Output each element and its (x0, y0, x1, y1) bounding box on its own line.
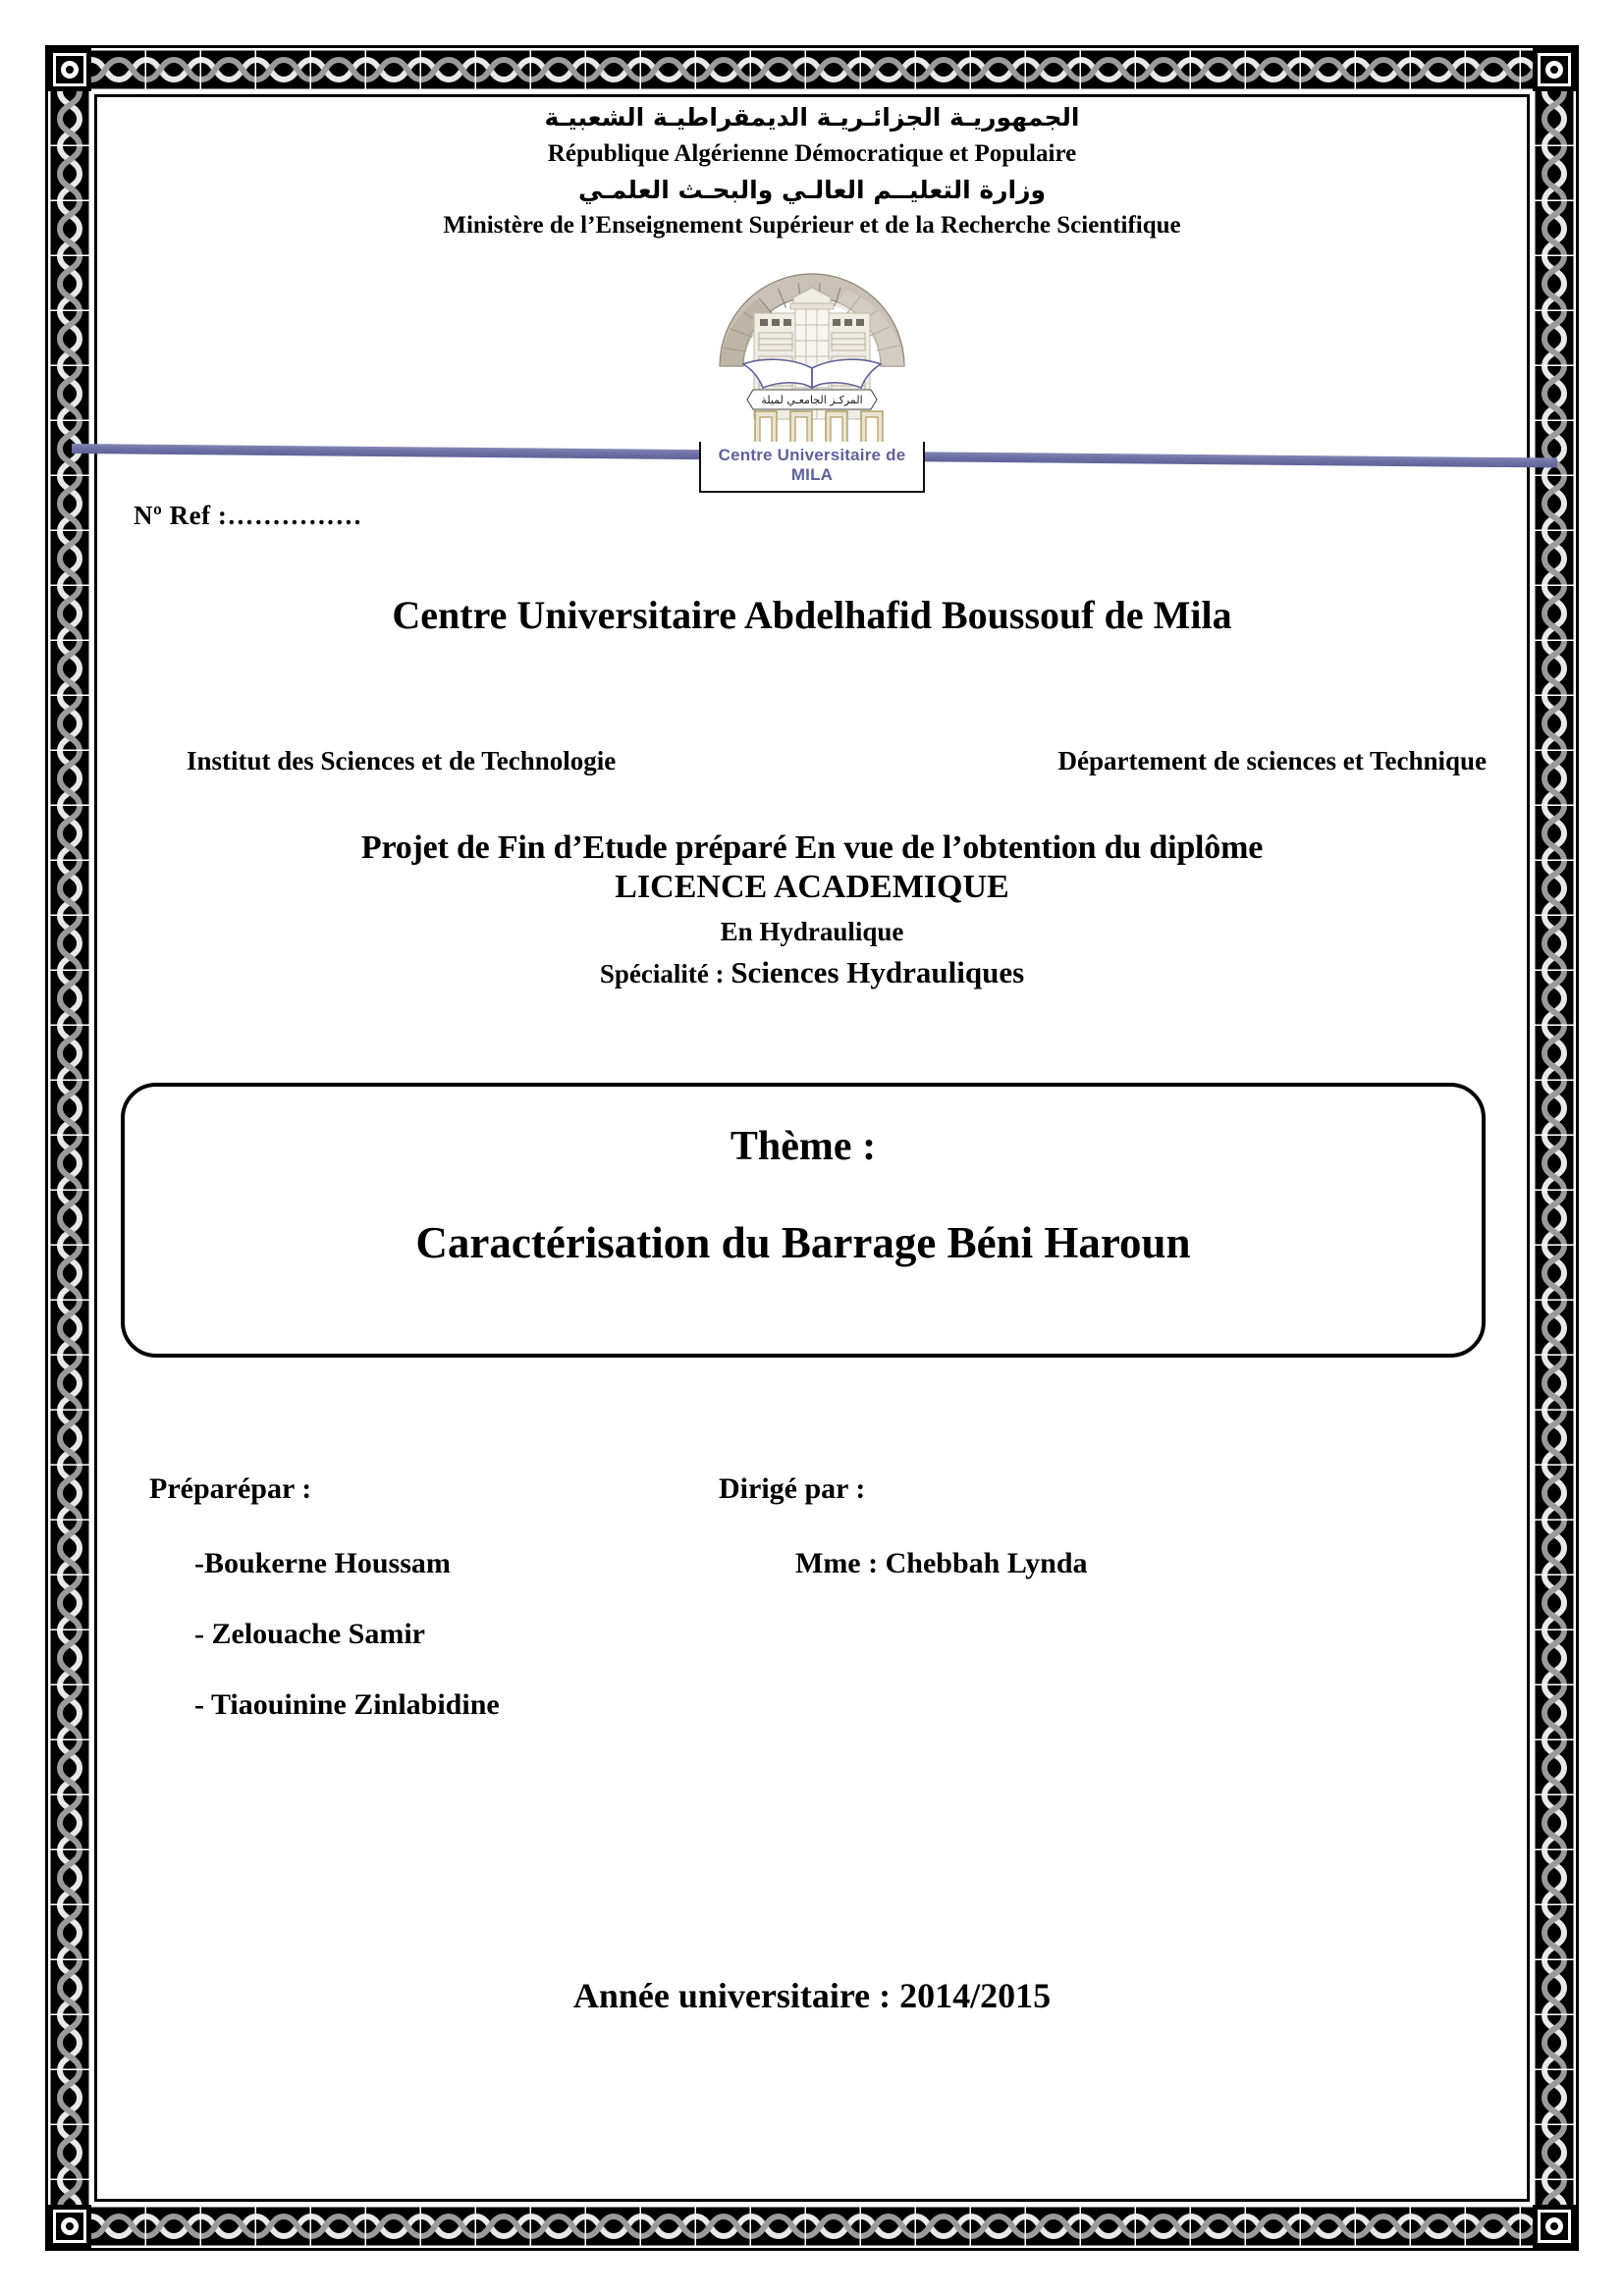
student-name: -Boukerne Houssam (194, 1547, 451, 1579)
academic-year: Année universitaire : 2014/2015 (572, 1976, 1052, 2015)
student-name: - Tiaouinine Zinlabidine (194, 1688, 500, 1721)
specialty-label: Spécialité : (599, 959, 731, 988)
specialty-value: Sciences Hydrauliques (731, 955, 1025, 989)
people-names (98, 1547, 1526, 1759)
people-section (98, 1472, 1526, 1759)
prepared-by-label: Préparépar : (149, 1472, 312, 1505)
department-name: Département de sciences et Technique (1057, 746, 1487, 775)
diploma-field: En Hydraulique (720, 917, 904, 946)
logo-caption: Centre Universitaire de MILA (718, 446, 906, 484)
diploma-purpose-line: Projet de Fin d’Etude préparé En vue de l’obtention du diplôme (360, 829, 1264, 866)
theme-label: Thème : (730, 1124, 877, 1169)
institute-department-row (98, 746, 1526, 776)
people-headings (98, 1472, 1526, 1506)
reference-number-label: Nº Ref :…………… (134, 501, 362, 530)
students-list (98, 1547, 687, 1759)
theme-title: Caractérisation du Barrage Béni Haroun (415, 1218, 1191, 1267)
diploma-specialty (98, 955, 1526, 990)
republic-name-french: République Algérienne Démocratique et Populaire (547, 139, 1077, 167)
republic-name-arabic: الجمهوريـة الجزائـريـة الديمقراطيـة الشعبيـة (544, 103, 1080, 132)
supervised-by-label: Dirigé par : (719, 1472, 866, 1505)
diploma-block (98, 829, 1526, 990)
ministry-header (98, 103, 1526, 240)
student-name: - Zelouache Samir (194, 1618, 425, 1650)
cover-content (98, 98, 1526, 2198)
institute-name: Institut des Sciences et de Technologie (187, 746, 617, 775)
university-title: Centre Universitaire Abdelhafid Boussouf de Mila (392, 593, 1232, 637)
logo-arabic-caption: المركـز الجامعـي لميلة (761, 394, 863, 406)
theme-box (121, 1083, 1486, 1358)
supervisor-name: Mme : Chebbah Lynda (795, 1547, 1088, 1579)
diploma-name: LICENCE ACADEMIQUE (615, 869, 1009, 905)
ministry-name-french: Ministère de l’Enseignement Supérieur et de la Recherche Scientifique (443, 211, 1181, 239)
ministry-name-arabic: وزارة التعليــم العالـي والبحـث العلمـي (577, 176, 1047, 204)
university-logo (698, 221, 926, 452)
